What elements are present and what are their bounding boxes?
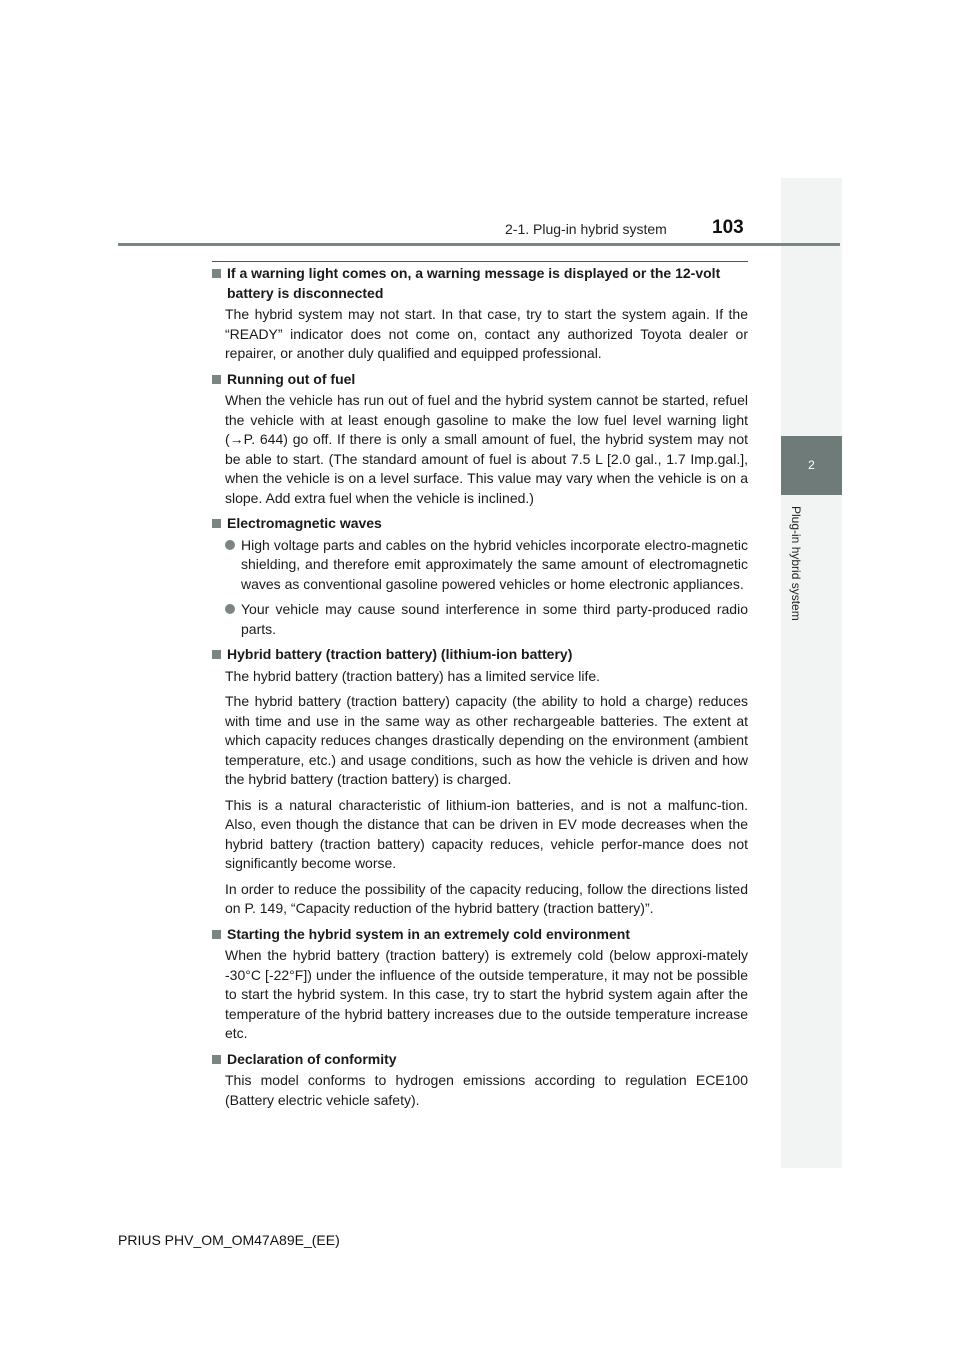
paragraph: When the hybrid battery (traction battery) is extremely cold (below approxi-mately -30°C [-22°F]) under the influence of the outside temperature, it may not be possible to start the hybrid system. In this case, try to start the hybrid system again after the temperature of the hybrid battery increases due to the outside temperature increase etc. xyxy=(225,947,748,1041)
square-bullet-icon xyxy=(212,519,221,528)
heading-text: Electromagnetic waves xyxy=(227,515,382,531)
paragraph: The hybrid battery (traction battery) capacity (the ability to hold a charge) reduces with time and use in the same way as other rechargeable batteries. The extent at which capacity reduces changes drastically depending on the environment (ambient temperature, etc.) and usage conditions, such as how the vehicle is driven and how the hybrid battery (traction battery) is charged. xyxy=(225,693,748,787)
section-heading xyxy=(212,514,748,534)
list-item xyxy=(225,536,748,595)
chapter-tab-label: Plug-in hybrid system xyxy=(789,506,803,621)
page-number: 103 xyxy=(712,217,744,238)
section-heading xyxy=(212,1050,748,1070)
document-code: PRIUS PHV_OM_OM47A89E_(EE) xyxy=(118,1232,340,1248)
section-title: 2-1. Plug-in hybrid system xyxy=(505,221,667,237)
paragraph: This is a natural characteristic of lithium-ion batteries, and is not a malfunc-tion. Also, even though the distance that can be driven in EV mode decreases when the hybrid battery (traction battery) capacity reduces, vehicle perfor-mance does not significantly become worse. xyxy=(225,796,748,871)
paragraph: When the vehicle has run out of fuel and the hybrid system cannot be started, refuel the vehicle with at least enough gasoline to make the low fuel level warning light (→P. 644) go off. If there is only a small amount of fuel, the hybrid system may not be able to start. (The standard amount of fuel is about 7.5 L [2.0 gal., 1.7 Imp.gal.], when the vehicle is on a level surface. This value may vary when the vehicle is on a slope. Add extra fuel when the vehicle is inclined.) xyxy=(225,392,748,506)
square-bullet-icon xyxy=(212,650,221,659)
list-item-text: High voltage parts and cables on the hybrid vehicles incorporate electro-magnetic shielding, and therefore emit approximately the same amount of electromagnetic waves as conventional gasoline powered vehicles or home electronic appliances. xyxy=(241,536,748,592)
section-heading xyxy=(212,264,748,303)
chapter-tab-number: 2 xyxy=(781,436,842,495)
list-item xyxy=(225,600,748,639)
round-bullet-icon xyxy=(225,604,235,614)
paragraph: In order to reduce the possibility of the capacity reducing, follow the directions listed on P. 149, “Capacity reduction of the hybrid battery (traction battery)”. xyxy=(225,880,748,916)
heading-text: Hybrid battery (traction battery) (lithium-ion battery) xyxy=(227,646,573,662)
section-heading xyxy=(212,645,748,665)
section-heading xyxy=(212,925,748,945)
header-rule xyxy=(118,243,840,246)
paragraph: The hybrid system may not start. In that case, try to start the system again. If the “READY” indicator does not come on, contact any authorized Toyota dealer or repairer, or another duly qualified and equipped professional. xyxy=(225,306,748,361)
paragraph: The hybrid battery (traction battery) has a limited service life. xyxy=(225,667,601,684)
square-bullet-icon xyxy=(212,930,221,939)
side-tab-strip xyxy=(781,178,842,1168)
heading-text: Declaration of conformity xyxy=(227,1050,397,1067)
heading-text: Running out of fuel xyxy=(227,370,356,387)
square-bullet-icon xyxy=(212,1055,221,1064)
content-top-rule xyxy=(212,261,748,262)
heading-text: Starting the hybrid system in an extremely cold environment xyxy=(227,925,630,942)
square-bullet-icon xyxy=(212,269,221,278)
round-bullet-icon xyxy=(225,540,235,550)
heading-text: If a warning light comes on, a warning message is displayed or the 12-volt battery is disconnected xyxy=(227,265,721,301)
paragraph: This model conforms to hydrogen emissions according to regulation ECE100 (Battery electric vehicle safety). xyxy=(225,1072,748,1108)
section-heading xyxy=(212,370,748,390)
list-item-text: Your vehicle may cause sound interference in some third party-produced radio parts. xyxy=(241,601,748,637)
page-content xyxy=(212,264,748,1110)
square-bullet-icon xyxy=(212,375,221,384)
